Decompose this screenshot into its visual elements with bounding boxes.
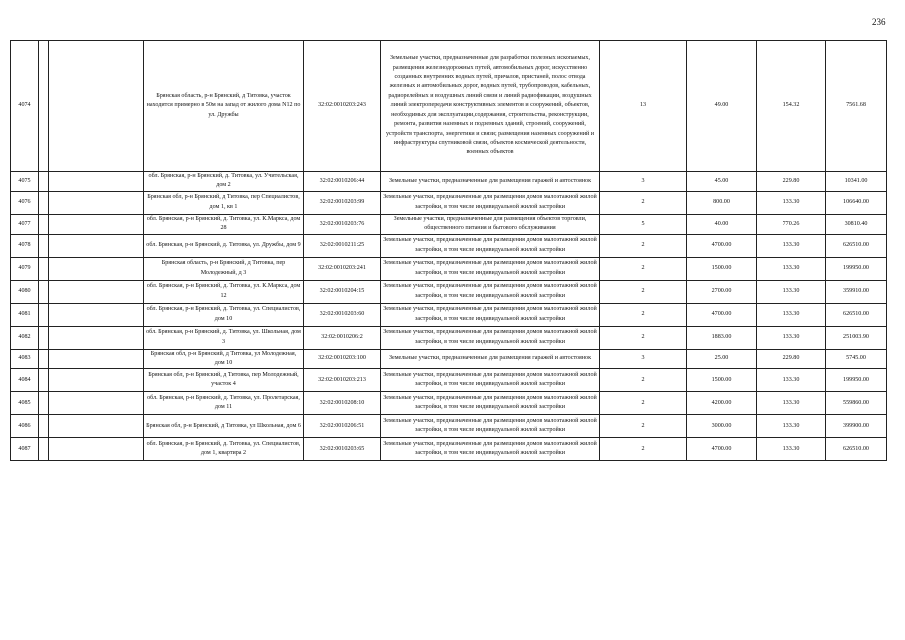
area-cell: 4700.00 [687,303,757,326]
use-group-code-cell: 3 [600,172,687,192]
cadastral-value-cell: 30810.40 [826,214,887,234]
empty-cell [49,303,144,326]
use-group-code-cell: 2 [600,191,687,214]
empty-cell [39,191,49,214]
cadastral-number-cell: 32:02:0010203:241 [304,257,381,280]
cadastral-number-cell: 32:02:0010208:10 [304,392,381,415]
land-use-purpose-cell: Земельные участки, предназначенные для размещения гаражей и автостоянок [381,172,600,192]
empty-cell [49,392,144,415]
specific-value-cell: 133.30 [757,303,826,326]
empty-cell [39,392,49,415]
cadastral-value-cell: 559860.00 [826,392,887,415]
area-cell: 800.00 [687,191,757,214]
use-group-code-cell: 2 [600,415,687,438]
empty-cell [49,172,144,192]
row-number: 4083 [11,349,39,369]
cadastral-number-cell: 32:02:0010203:65 [304,438,381,461]
land-use-purpose-cell: Земельные участки, предназначенные для размещения объектов торговли, общественного питания и бытового обслуживания [381,214,600,234]
cadastral-value-cell: 10341.00 [826,172,887,192]
empty-cell [39,369,49,392]
empty-cell [49,257,144,280]
use-group-code-cell: 2 [600,392,687,415]
address-cell: Брянская обл, р-н Брянский, д Титовка, пер Молодежный, участок 4 [144,369,304,392]
row-number: 4080 [11,280,39,303]
land-use-purpose-cell: Земельные участки, предназначенные для размещения домов малоэтажной жилой застройки, в том числе индивидуальной жилой застройки [381,234,600,257]
address-cell: обл. Брянская, р-н Брянский, д. Титовка, ул. Пролетарская, дом 11 [144,392,304,415]
specific-value-cell: 229.80 [757,172,826,192]
area-cell: 4700.00 [687,234,757,257]
specific-value-cell: 133.30 [757,257,826,280]
table-row [11,191,887,214]
table-row [11,257,887,280]
empty-cell [39,438,49,461]
use-group-code-cell: 2 [600,280,687,303]
row-number: 4077 [11,214,39,234]
specific-value-cell: 133.30 [757,280,826,303]
address-cell: Брянская обл, р-н Брянский, д Титовка, ул Молодежная, дом 10 [144,349,304,369]
land-use-purpose-cell: Земельные участки, предназначенные для размещения гаражей и автостоянок [381,349,600,369]
land-use-purpose-cell: Земельные участки, предназначенные для размещения домов малоэтажной жилой застройки, в том числе индивидуальной жилой застройки [381,326,600,349]
area-cell: 2700.00 [687,280,757,303]
cadastral-value-cell: 626510.00 [826,303,887,326]
cadastral-number-cell: 32:02:0010203:99 [304,191,381,214]
empty-cell [39,234,49,257]
table-row [11,172,887,192]
table-row [11,326,887,349]
address-cell: обл. Брянская, р-н Брянский, д. Титовка, ул. Дружбы, дом 9 [144,234,304,257]
area-cell: 4200.00 [687,392,757,415]
use-group-code-cell: 3 [600,349,687,369]
area-cell: 1500.00 [687,257,757,280]
cadastral-number-cell: 32:02:0010206:2 [304,326,381,349]
cadastral-value-cell: 626510.00 [826,234,887,257]
empty-cell [39,172,49,192]
empty-cell [39,257,49,280]
cadastral-number-cell: 32:02:0010203:76 [304,214,381,234]
specific-value-cell: 133.30 [757,392,826,415]
area-cell: 40.00 [687,214,757,234]
table-row [11,369,887,392]
empty-cell [49,41,144,172]
empty-cell [49,214,144,234]
specific-value-cell: 133.30 [757,234,826,257]
table-row [11,392,887,415]
area-cell: 45.00 [687,172,757,192]
empty-cell [49,326,144,349]
specific-value-cell: 133.30 [757,438,826,461]
use-group-code-cell: 13 [600,41,687,172]
row-number: 4087 [11,438,39,461]
address-cell: Брянская обл, р-н Брянский, д Титовка, пер Специалистов, дом 1, кв 1 [144,191,304,214]
empty-cell [49,415,144,438]
table-row [11,41,887,172]
table-row [11,234,887,257]
land-use-purpose-cell: Земельные участки, предназначенные для размещения домов малоэтажной жилой застройки, в том числе индивидуальной жилой застройки [381,392,600,415]
area-cell: 3000.00 [687,415,757,438]
land-use-purpose-cell: Земельные участки, предназначенные для размещения домов малоэтажной жилой застройки, в том числе индивидуальной жилой застройки [381,257,600,280]
table-row [11,280,887,303]
area-cell: 4700.00 [687,438,757,461]
use-group-code-cell: 2 [600,257,687,280]
table-row [11,438,887,461]
address-cell: Брянская область, р-н Брянский, д Титовка, участок находится примерно в 50м на запад от жилого дома N12 по ул. Дружбы [144,41,304,172]
table-row [11,214,887,234]
address-cell: Брянская обл, р-н Брянский, д Титовка, ул Школьная, дом 6 [144,415,304,438]
specific-value-cell: 154.32 [757,41,826,172]
table-row [11,303,887,326]
cadastral-value-cell: 251003.90 [826,326,887,349]
cadastral-number-cell: 32:02:0010203:60 [304,303,381,326]
cadastral-value-cell: 199950.00 [826,257,887,280]
cadastral-number-cell: 32:02:0010211:25 [304,234,381,257]
specific-value-cell: 133.30 [757,415,826,438]
cadastral-number-cell: 32:02:0010203:100 [304,349,381,369]
cadastral-value-cell: 626510.00 [826,438,887,461]
row-number: 4084 [11,369,39,392]
cadastral-number-cell: 32:02:0010204:15 [304,280,381,303]
area-cell: 25.00 [687,349,757,369]
use-group-code-cell: 2 [600,369,687,392]
address-cell: Брянская область, р-н Брянский, д Титовка, пер Молодежный, д 3 [144,257,304,280]
cadastral-value-cell: 199950.00 [826,369,887,392]
row-number: 4076 [11,191,39,214]
use-group-code-cell: 2 [600,303,687,326]
address-cell: обл. Брянская, р-н Брянский, д. Титовка, ул. К.Маркса, дом 28 [144,214,304,234]
row-number: 4075 [11,172,39,192]
row-number: 4078 [11,234,39,257]
land-use-purpose-cell: Земельные участки, предназначенные для размещения домов малоэтажной жилой застройки, в том числе индивидуальной жилой застройки [381,303,600,326]
area-cell: 1883.00 [687,326,757,349]
cadastral-value-cell: 399900.00 [826,415,887,438]
cadastral-value-cell: 5745.00 [826,349,887,369]
land-use-purpose-cell: Земельные участки, предназначенные для размещения домов малоэтажной жилой застройки, в том числе индивидуальной жилой застройки [381,369,600,392]
use-group-code-cell: 5 [600,214,687,234]
table-row [11,415,887,438]
page-number: 236 [872,17,886,27]
land-use-purpose-cell: Земельные участки, предназначенные для размещения домов малоэтажной жилой застройки, в том числе индивидуальной жилой застройки [381,191,600,214]
specific-value-cell: 133.30 [757,191,826,214]
address-cell: обл. Брянская, р-н Брянский, д. Титовка, ул. Школьная, дом 3 [144,326,304,349]
empty-cell [39,214,49,234]
empty-cell [49,191,144,214]
area-cell: 1500.00 [687,369,757,392]
address-cell: обл. Брянская, р-н Брянский, д. Титовка, ул. К.Маркса, дом 12 [144,280,304,303]
address-cell: обл. Брянская, р-н Брянский, д. Титовка, ул. Специалистов, дом 10 [144,303,304,326]
empty-cell [39,303,49,326]
land-use-purpose-cell: Земельные участки, предназначенные для разработки полезных ископаемых, размещения железнодорожных путей, автомобильных дорог, искусственно созданных внутренних водных путей, причалов, пристаней, полос отвода железных и автомобильных дорог, водных путей, трубопроводов, кабельных, радиорелейных и воздушных линий связи и линий радиофикации, воздушных линий электропередачи конструктивных элементов и сооружений, объектов, необходимых для эксплуатации,содержания, строительства, реконструкции, ремонта, развития наземных и подземных зданий, строений, сооружений, устройств транспорта, энергетики и связи; размещения наземных сооружений и инфраструктуры спутниковой связи, объектов космической деятельности, военных объектов [381,41,600,172]
cadastral-number-cell: 32:02:0010206:51 [304,415,381,438]
cadastral-number-cell: 32:02:0010203:243 [304,41,381,172]
empty-cell [39,326,49,349]
empty-cell [49,280,144,303]
empty-cell [39,41,49,172]
specific-value-cell: 229.80 [757,349,826,369]
use-group-code-cell: 2 [600,234,687,257]
empty-cell [49,369,144,392]
empty-cell [39,349,49,369]
cadastral-value-table [10,40,887,461]
specific-value-cell: 133.30 [757,369,826,392]
empty-cell [39,280,49,303]
cadastral-value-cell: 7561.68 [826,41,887,172]
empty-cell [49,438,144,461]
use-group-code-cell: 2 [600,326,687,349]
empty-cell [49,234,144,257]
row-number: 4079 [11,257,39,280]
area-cell: 49.00 [687,41,757,172]
cadastral-value-cell: 359910.00 [826,280,887,303]
specific-value-cell: 133.30 [757,326,826,349]
row-number: 4081 [11,303,39,326]
address-cell: обл. Брянская, р-н Брянский, д. Титовка, ул. Учительская, дом 2 [144,172,304,192]
table-row [11,349,887,369]
cadastral-number-cell: 32:02:0010203:213 [304,369,381,392]
cadastral-number-cell: 32:02:0010206:44 [304,172,381,192]
land-use-purpose-cell: Земельные участки, предназначенные для размещения домов малоэтажной жилой застройки, в том числе индивидуальной жилой застройки [381,280,600,303]
use-group-code-cell: 2 [600,438,687,461]
row-number: 4085 [11,392,39,415]
row-number: 4082 [11,326,39,349]
cadastral-value-cell: 106640.00 [826,191,887,214]
row-number: 4086 [11,415,39,438]
specific-value-cell: 770.26 [757,214,826,234]
empty-cell [49,349,144,369]
row-number: 4074 [11,41,39,172]
land-use-purpose-cell: Земельные участки, предназначенные для размещения домов малоэтажной жилой застройки, в том числе индивидуальной жилой застройки [381,438,600,461]
table-body [11,41,887,461]
address-cell: обл. Брянская, р-н Брянский, д. Титовка, ул. Специалистов, дом 1, квартира 2 [144,438,304,461]
land-use-purpose-cell: Земельные участки, предназначенные для размещения домов малоэтажной жилой застройки, в том числе индивидуальной жилой застройки [381,415,600,438]
empty-cell [39,415,49,438]
